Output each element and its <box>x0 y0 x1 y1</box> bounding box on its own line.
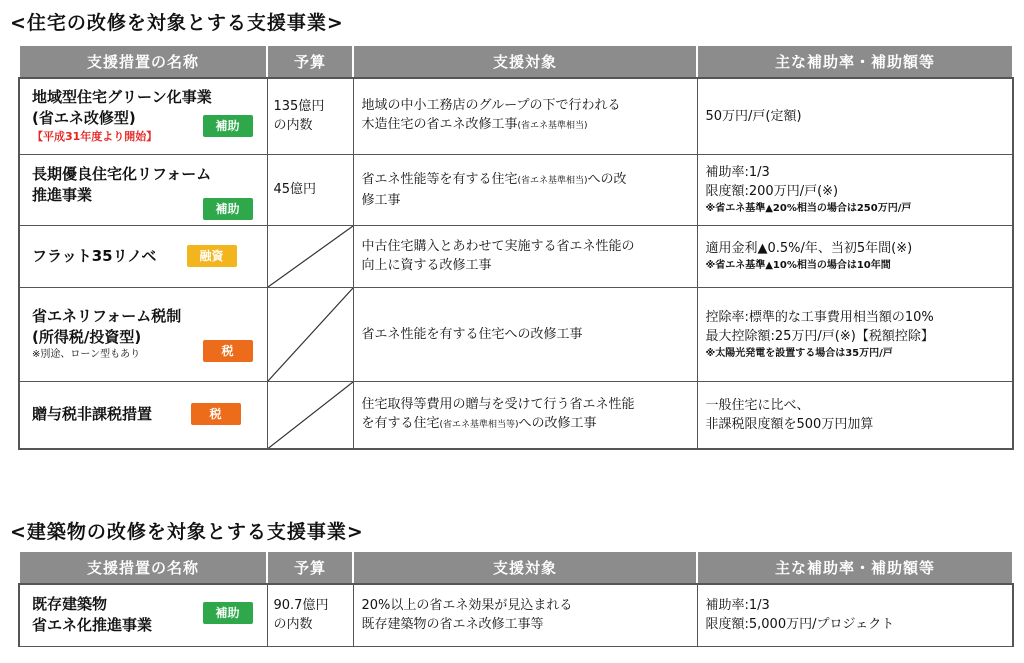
table-header-row <box>19 45 1013 78</box>
target-cell <box>353 225 697 287</box>
target-text: への改修工事 <box>518 415 597 431</box>
target-text: 中古住宅購入とあわせて実施する省エネ性能の <box>361 239 635 254</box>
measure-name: 推進事業 <box>32 185 93 204</box>
budget-value: の内数 <box>273 617 313 633</box>
start-note: 【平成31年度より開始】 <box>32 130 158 144</box>
rate-text: 限度額:200万円/戸(※) <box>705 184 839 199</box>
budget-cell <box>267 78 353 154</box>
rate-cell <box>697 584 1013 646</box>
rate-note: ※太陽光発電を設置する場合は35万円/戸 <box>705 347 893 359</box>
measure-name: 省エネ化推進事業 <box>32 616 153 635</box>
header-budget: 予算 <box>267 45 353 78</box>
target-text: 住宅取得等費用の贈与を受けて行う省エネ性能 <box>361 396 635 412</box>
table-row <box>19 381 1013 449</box>
target-text: 修工事 <box>361 192 401 208</box>
rate-text: 限度額:5,000万円/プロジェクト <box>705 617 895 633</box>
budget-cell <box>267 154 353 225</box>
budget-cell-empty <box>267 287 353 381</box>
budget-value: 90.7億円 <box>273 598 329 614</box>
table-header-row <box>19 551 1013 584</box>
subsidy-badge: 補助 <box>203 115 253 137</box>
rate-cell <box>697 287 1013 381</box>
rate-text: 最大控除額:25万円/戸(※)【税額控除】 <box>705 328 934 344</box>
diagonal-slash-icon <box>268 226 353 287</box>
measure-name-cell <box>19 225 267 287</box>
target-text: 20%以上の省エネ効果が見込まれる <box>361 598 573 614</box>
budget-value: の内数 <box>273 118 313 134</box>
measure-name: 地域型住宅グリーン化事業 <box>32 88 212 107</box>
target-text: 省エネ性能等を有する住宅 <box>361 171 518 187</box>
measure-name: フラット35リノベ <box>32 246 157 265</box>
table-row <box>19 287 1013 381</box>
header-budget: 予算 <box>267 551 353 584</box>
header-rate: 主な補助率・補助額等 <box>697 551 1013 584</box>
target-cell <box>353 287 697 381</box>
target-note: (省エネ基準相当等) <box>439 419 519 430</box>
target-note: (省エネ基準相当) <box>517 175 588 186</box>
diagonal-slash-icon <box>268 382 353 449</box>
section-title-buildings: <建築物の改修を対象とする支援事業> <box>10 521 364 543</box>
header-measure-name: 支援措置の名称 <box>19 551 267 584</box>
target-text: 省エネ性能を有する住宅への改修工事 <box>361 326 583 342</box>
rate-note: ※省エネ基準▲10%相当の場合は10年間 <box>705 260 891 271</box>
table-row <box>19 78 1013 154</box>
rate-text: 50万円/戸(定額) <box>705 108 802 124</box>
header-target: 支援対象 <box>353 45 697 78</box>
budget-value: 135億円 <box>273 99 325 115</box>
rate-cell <box>697 154 1013 225</box>
measure-name-cell <box>19 584 267 646</box>
measure-name: 省エネリフォーム税制 <box>32 307 182 325</box>
rate-text: 適用金利▲0.5%/年、当初5年間(※) <box>705 241 913 256</box>
rate-text: 補助率:1/3 <box>705 598 770 614</box>
rate-cell <box>697 78 1013 154</box>
rate-cell <box>697 381 1013 449</box>
header-target: 支援対象 <box>353 551 697 584</box>
measure-name-cell <box>19 381 267 449</box>
header-measure-name: 支援措置の名称 <box>19 45 267 78</box>
target-text: への改 <box>587 171 627 187</box>
target-cell <box>353 154 697 225</box>
budget-cell <box>267 584 353 646</box>
budget-cell-empty <box>267 381 353 449</box>
rate-cell <box>697 225 1013 287</box>
table-row <box>19 154 1013 225</box>
loan-type-note: ※別途、ローン型もあり <box>32 349 141 360</box>
loan-badge: 融資 <box>187 245 237 267</box>
measure-name: 長期優良住宅化リフォーム <box>32 164 212 183</box>
budget-value: 45億円 <box>273 182 317 197</box>
housing-support-table <box>18 44 1014 450</box>
target-text: を有する住宅 <box>361 415 440 431</box>
rate-text: 非課税限度額を500万円加算 <box>705 416 874 432</box>
target-cell <box>353 381 697 449</box>
diagonal-slash-icon <box>268 288 353 381</box>
tax-badge: 税 <box>203 340 253 362</box>
table-row <box>19 225 1013 287</box>
rate-note: ※省エネ基準▲20%相当の場合は250万円/戸 <box>705 203 912 214</box>
budget-cell-empty <box>267 225 353 287</box>
tax-badge: 税 <box>191 403 241 425</box>
target-cell <box>353 78 697 154</box>
rate-text: 控除率:標準的な工事費用相当額の10% <box>705 309 934 325</box>
subsidy-badge: 補助 <box>203 602 253 624</box>
target-note: (省エネ基準相当) <box>517 121 588 132</box>
measure-name-cell <box>19 78 267 154</box>
table-row <box>19 584 1013 646</box>
target-text: 既存建築物の省エネ改修工事等 <box>361 617 544 633</box>
measure-name-cell <box>19 154 267 225</box>
target-text: 地域の中小工務店のグループの下で行われる <box>361 98 621 114</box>
target-text: 木造住宅の省エネ改修工事 <box>361 117 518 133</box>
header-rate: 主な補助率・補助額等 <box>697 45 1013 78</box>
building-support-table <box>18 550 1014 647</box>
target-text: 向上に資する改修工事 <box>361 258 492 273</box>
subsidy-badge: 補助 <box>203 198 253 220</box>
target-cell <box>353 584 697 646</box>
measure-name: 贈与税非課税措置 <box>32 405 153 424</box>
measure-name: (所得税/投資型) <box>32 328 142 346</box>
measure-name: (省エネ改修型) <box>32 109 136 128</box>
section-title-housing: <住宅の改修を対象とする支援事業> <box>10 12 344 34</box>
measure-name: 既存建築物 <box>32 595 108 614</box>
rate-text: 補助率:1/3 <box>705 165 770 180</box>
measure-name-cell <box>19 287 267 381</box>
rate-text: 一般住宅に比べ、 <box>705 397 810 413</box>
